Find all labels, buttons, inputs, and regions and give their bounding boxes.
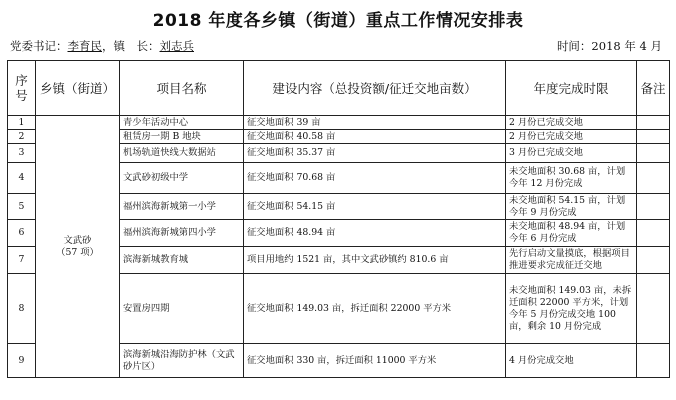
project-name: 安置房四期	[120, 274, 244, 344]
officials-line	[10, 38, 194, 54]
project-name: 福州滨海新城第四小学	[120, 220, 244, 247]
project-name: 租赁房一期 B 地块	[120, 130, 244, 144]
town-name: 文武砂	[63, 234, 92, 246]
project-name: 滨海新城沿海防护林（文武砂片区）	[120, 344, 244, 378]
row-number: 7	[8, 247, 36, 274]
project-content: 征交地面积 54.15 亩	[244, 194, 506, 220]
project-timeline: 4 月份完成交地	[506, 344, 637, 378]
project-note	[637, 247, 670, 274]
secretary-name: 李育民	[67, 39, 102, 53]
row-number: 8	[8, 274, 36, 344]
project-timeline: 未交地面积 54.15 亩，计划今年 9 月份完成	[506, 194, 637, 220]
header-index: 序 号	[8, 61, 36, 116]
mayor-name: 刘志兵	[159, 39, 194, 53]
header-content: 建设内容（总投资额/征迁交地亩数）	[244, 61, 506, 116]
project-content: 征交地面积 70.68 亩	[244, 163, 506, 194]
work-schedule-table	[7, 60, 670, 378]
project-content: 征交地面积 39 亩	[244, 116, 506, 130]
project-timeline: 3 月份已完成交地	[506, 144, 637, 163]
row-number: 3	[8, 144, 36, 163]
secretary-label: 党委书记：	[10, 39, 68, 53]
project-note	[637, 144, 670, 163]
header-note: 备注	[637, 61, 670, 116]
project-name: 福州滨海新城第一小学	[120, 194, 244, 220]
header-project: 项目名称	[120, 61, 244, 116]
project-note	[637, 344, 670, 378]
project-note	[637, 130, 670, 144]
town-project-count: （57 项）	[56, 246, 99, 258]
row-number: 5	[8, 194, 36, 220]
project-content: 征交地面积 40.58 亩	[244, 130, 506, 144]
project-content: 项目用地约 1521 亩，其中文武砂镇约 810.6 亩	[244, 247, 506, 274]
project-timeline: 2 月份已完成交地	[506, 130, 637, 144]
row-number: 6	[8, 220, 36, 247]
project-timeline: 未交地面积 30.68 亩，计划今年 12 月份完成	[506, 163, 637, 194]
project-name: 青少年活动中心	[120, 116, 244, 130]
project-content: 征交地面积 330 亩，拆迁面积 11000 平方米	[244, 344, 506, 378]
row-number: 2	[8, 130, 36, 144]
date-label: 时间：2018 年 4 月	[556, 39, 662, 53]
project-name: 滨海新城教育城	[120, 247, 244, 274]
table-header-row	[8, 61, 670, 116]
header-town: 乡镇（街道）	[36, 61, 120, 116]
project-content: 征交地面积 149.03 亩，拆迁面积 22000 平方米	[244, 274, 506, 344]
table-row	[8, 116, 670, 130]
row-number: 1	[8, 116, 36, 130]
project-timeline: 未交地面积 48.94 亩，计划今年 6 月份完成	[506, 220, 637, 247]
town-cell	[36, 116, 120, 378]
project-note	[637, 220, 670, 247]
project-timeline: 2 月份已完成交地	[506, 116, 637, 130]
project-note	[637, 274, 670, 344]
page-title: 2018 年度各乡镇（街道）重点工作情况安排表	[152, 11, 524, 31]
project-name: 机场轨道快线大数据站	[120, 144, 244, 163]
project-note	[637, 163, 670, 194]
header-timeline: 年度完成时限	[506, 61, 637, 116]
project-timeline: 未交地面积 149.03 亩，未拆迁面积 22000 平方米，计划今年 5 月份完成交地 100 亩，剩余 10 月份完成	[506, 274, 637, 344]
project-content: 征交地面积 35.37 亩	[244, 144, 506, 163]
project-content: 征交地面积 48.94 亩	[244, 220, 506, 247]
row-number: 4	[8, 163, 36, 194]
project-note	[637, 194, 670, 220]
project-note	[637, 116, 670, 130]
project-name: 文武砂初级中学	[120, 163, 244, 194]
mayor-label: ，镇 长：	[102, 39, 160, 53]
row-number: 9	[8, 344, 36, 378]
project-timeline: 先行启动文量摸底，根据项目推进要求完成征迁交地	[506, 247, 637, 274]
